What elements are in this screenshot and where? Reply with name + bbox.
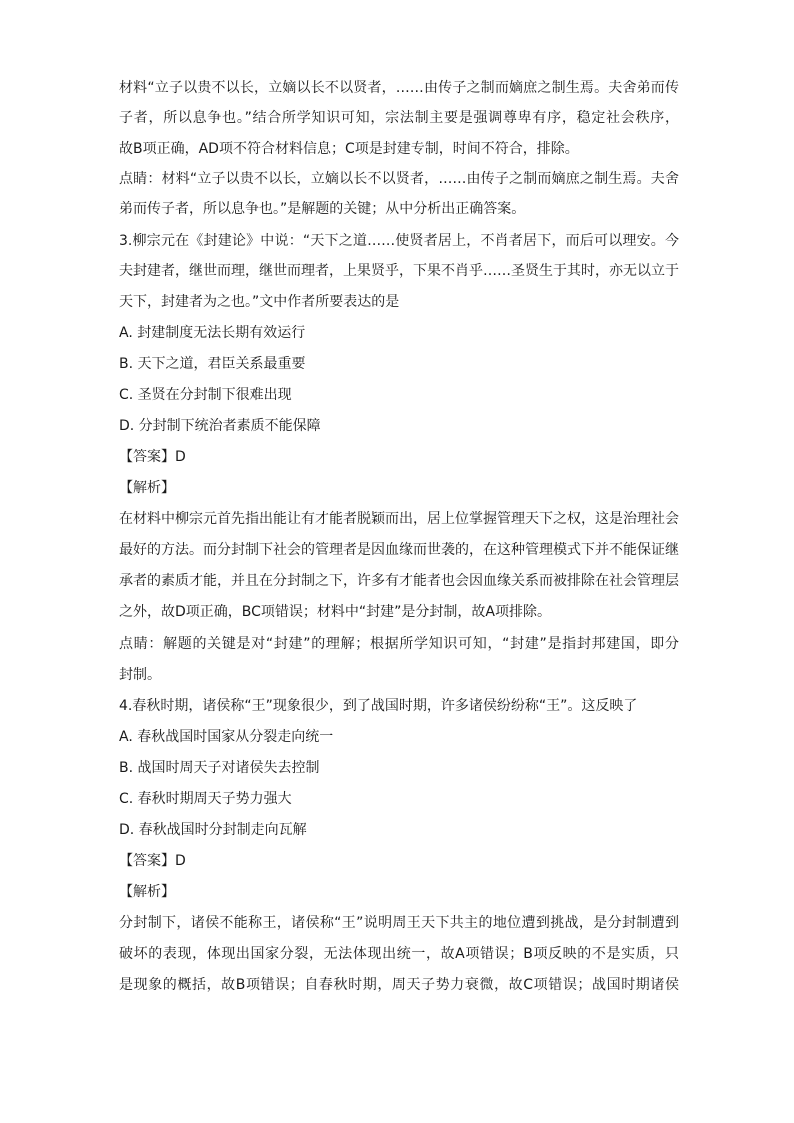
text-line: 是现象的概括，故B项错误；自春秋时期，周天子势力衰微，故C项错误；战国时期诸侯 [119, 977, 679, 993]
text-line: 在材料中柳宗元首先指出能让有才能者脱颖而出，居上位掌握管理天下之权，这是治理社会 [119, 511, 679, 527]
text-line: 点睛：解题的关键是对“封建”的理解；根据所学知识可知，“封建”是指封邦建国，即分 [119, 636, 679, 652]
text-line: 承者的素质才能，并且在分封制之下，许多有才能者也会因血缘关系而被排除在社会管理层 [119, 573, 679, 589]
text-line: 最好的方法。而分封制下社会的管理者是因血缘而世袭的，在这种管理模式下并不能保证继 [119, 542, 679, 558]
text-line: 分封制下，诸侯不能称王，诸侯称“王”说明周王天下共主的地位遭到挑战，是分封制遭到 [119, 915, 679, 931]
option-b: B. 天下之道，君臣关系最重要 [119, 356, 306, 372]
question-3-text: 夫封建者，继世而理，继世而理者，上果贤乎，下果不肖乎……圣贤生于其时，亦无以立于 [119, 263, 679, 279]
text-line: 弟而传子者，所以息争也。”是解题的关键；从中分析出正确答案。 [119, 201, 526, 217]
text-line: 封制。 [119, 667, 161, 683]
question-4-text: 4.春秋时期，诸侯称“王”现象很少，到了战国时期，许多诸侯纷纷称“王”。这反映了 [119, 698, 638, 714]
question-3-text: 天下，封建者为之也。”文中作者所要表达的是 [119, 294, 400, 310]
option-d: D. 春秋战国时分封制走向瓦解 [119, 822, 307, 838]
option-c: C. 春秋时期周天子势力强大 [119, 791, 292, 807]
text-line: 故B项正确，AD项不符合材料信息；C项是封建专制，时间不符合，排除。 [119, 141, 579, 157]
answer-heading: 【答案】D [119, 449, 186, 465]
text-line: 点睛：材料“立子以贵不以长，立嫡以长不以贤者，……由传子之制而嫡庶之制生焉。夫舍 [119, 171, 679, 187]
answer-heading: 【答案】D [119, 853, 186, 869]
text-line: 之外，故D项正确，BC项错误；材料中“封建”是分封制，故A项排除。 [119, 604, 551, 620]
option-a: A. 春秋战国时国家从分裂走向统一 [119, 729, 334, 745]
option-a: A. 封建制度无法长期有效运行 [119, 325, 306, 341]
analysis-heading: 【解析】 [119, 480, 175, 496]
option-c: C. 圣贤在分封制下很难出现 [119, 387, 292, 403]
option-b: B. 战国时周天子对诸侯失去控制 [119, 760, 320, 776]
text-line: 破坏的表现，体现出国家分裂，无法体现出统一，故A项错误；B项反映的不是实质，只 [119, 946, 679, 962]
option-d: D. 分封制下统治者素质不能保障 [119, 418, 321, 434]
text-line: 材料“立子以贵不以长，立嫡以长不以贤者，……由传子之制而嫡庶之制生焉。夫舍弟而传 [119, 80, 679, 96]
text-line: 子者，所以息争也。”结合所学知识可知，宗法制主要是强调尊卑有序，稳定社会秩序， [119, 110, 679, 126]
document-page [119, 0, 679, 1123]
analysis-heading: 【解析】 [119, 884, 175, 900]
question-3-text: 3.柳宗元在《封建论》中说：“天下之道……使贤者居上，不肖者居下，而后可以理安。今 [119, 233, 679, 249]
